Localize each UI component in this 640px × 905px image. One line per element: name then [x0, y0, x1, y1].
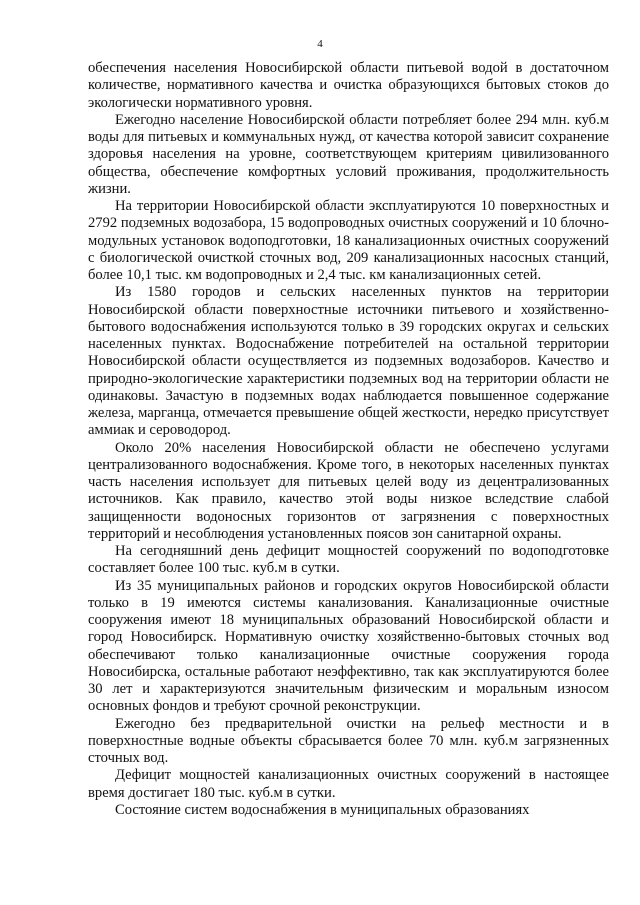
paragraph-sewerage-systems: Из 35 муниципальных районов и городских округов Новосибирской области только в 19 имеются системы канализования. Канализационные очистные сооружения имеют 18 муниципальных образований Новосибирской области и город Новосибирск. Нормативную очистку хозяйственно-бытовых сточных вод обеспечивают только канализационные очистные сооружения города Новосибирска, остальные работают неэффективно, так как эксплуатируются более 30 лет и характеризуются значительным физическим и моральным износом основных фондов и требуют срочной реконструкции. [88, 577, 609, 715]
document-body [88, 60, 609, 819]
paragraph-water-sources: Из 1580 городов и сельских населенных пунктов на территории Новосибирской области поверхностные источники питьевого и хозяйственно-бытового водоснабжения используются только в 39 городских округах и сельских населенных пунктах. Водоснабжение потребителей на остальной территории Новосибирской области осуществляется из подземных водозаборов. Качество и природно-экологические характеристики подземных вод на территории области не одинаковы. Зачастую в подземных водах наблюдается повышенное содержание железа, марганца, отмечается превышение общей жесткости, нередко присутствует аммиак и сероводород. [88, 284, 609, 439]
paragraph-infrastructure: На территории Новосибирской области эксплуатируются 10 поверхностных и 2792 подземных водозабора, 15 водопроводных очистных сооружений и 10 блочно-модульных установок водоподготовки, 18 канализационных очистных сооружений с биологической очисткой сточных вод, 209 канализационных насосных станций, более 10,1 тыс. км водопроводных и 2,4 тыс. км канализационных сетей. [88, 198, 609, 283]
page-number: 4 [317, 38, 323, 50]
paragraph-untreated-discharge: Ежегодно без предварительной очистки на рельеф местности и в поверхностные водные объекты сбрасывается более 70 млн. куб.м загрязненных сточных вод. [88, 715, 609, 766]
paragraph-water-supply-state: Состояние систем водоснабжения в муниципальных образованиях [115, 801, 530, 818]
paragraph-water-consumption: Ежегодно население Новосибирской области потребляет более 294 млн. куб.м воды для питьевых и коммунальных нужд, от качества которой зависит сохранение здоровья населения на уровне, соответствующем критериям цивилизованного общества, обеспечение комфортных условий проживания, продолжительность жизни. [88, 111, 609, 197]
paragraph-treatment-deficit: На сегодняшний день дефицит мощностей сооружений по водоподготовке составляет более 100 тыс. куб.м в сутки. [88, 543, 609, 577]
paragraph-sewage-deficit: Дефицит мощностей канализационных очистных сооружений в настоящее время достигает 180 тыс. куб.м в сутки. [88, 767, 609, 801]
paragraph-centralized-supply: Около 20% населения Новосибирской области не обеспечено услугами централизованного водоснабжения. Кроме того, в некоторых населенных пунктах часть населения использует для питьевых целей воду из децентрализованных источников. Как правило, качество этой воды низкое вследствие слабой защищенности водоносных горизонтов от загрязнения с поверхностных территорий и несоблюдения установленных поясов зон санитарной охраны. [88, 439, 609, 542]
paragraph-continuation: обеспечения населения Новосибирской области питьевой водой в достаточном количестве, нормативного качества и очистка образующихся бытовых стоков до экологически нормативного уровня. [88, 60, 609, 111]
